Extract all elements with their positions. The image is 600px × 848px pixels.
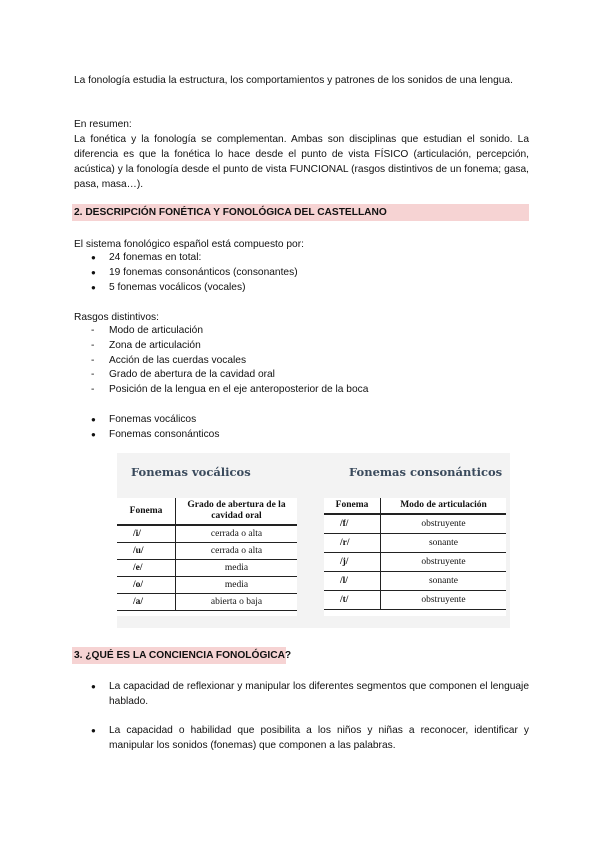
- summary-label: En resumen:: [74, 119, 132, 130]
- summary-text: La fonética y la fonología se complementan. Ambas son disciplinas que estudian el sonido. La diferencia es que la fonética lo hace desde el punto de vista FÍSICO (articulación, percepción, acústica) y la fonología desde el punto de vista FUNCIONAL (rasgos distintivos de un fonema; gasa, pasa, masa…).: [74, 134, 529, 190]
- bullet-icon: ●: [91, 282, 96, 292]
- vowel-table: [117, 498, 297, 611]
- consonant-col-modo: Modo de articulación: [381, 498, 507, 514]
- table-row: /r/ sonante: [324, 534, 506, 553]
- system-intro: El sistema fonológico español está compuesto por:: [74, 239, 304, 250]
- section2-heading: 2. DESCRIPCIÓN FONÉTICA Y FONOLÓGICA DEL CASTELLANO: [74, 207, 387, 218]
- bullet-icon: ●: [91, 726, 96, 735]
- section3-list: [74, 679, 529, 753]
- table-row: /i/ cerrada o alta: [117, 525, 297, 543]
- table-row: /j/ obstruyente: [324, 553, 506, 572]
- bullet-icon: ●: [91, 267, 96, 277]
- features-label: Rasgos distintivos:: [74, 312, 159, 323]
- list-item: ● La capacidad o habilidad que posibilita a los niños y niñas a reconocer, identificar y manipular los sonidos (fonemas) que componen a las palabras.: [91, 725, 529, 751]
- bullet-icon: ●: [91, 682, 96, 691]
- bullet-icon: ●: [91, 253, 96, 262]
- document-page: La fonología estudia la estructura, los comportamientos y patrones de los sonidos de una lengua. En resumen: La fonética y la fonología se complementan. Ambas son disciplinas que estudian el sonido. La diferencia es que la fonética lo hace desde el punto de vista FÍSICO (articulación, percepción, acústica) y la fonología desde el punto de vista FUNCIONAL (rasgos distintivos de un fonema; gasa, pasa, masa…). 2. DESCRIPCIÓN FONÉTICA Y FONOLÓGICA DEL CASTELLANO El sistema fonológico español está compuesto por: ● 24 fonemas en total: ● 19 fonemas consonánticos (consonantes) ● 5 fonemas vocálicos (vocales) Rasgos distintivos: - Modo de articulación - Zona de articulación - Acción de las cuerdas vocales - Grado de abertura de la cavidad oral - Posición de la lengua en el eje anteroposterior de la boca ● Fonemas vocálicos ● Fonemas consonánticos Fonemas vocálicos Fonema Grado de abertura de la cavidad oral /i/ cerrada o alta /u/ cerrada o alta /e/ media /o/ media /a/ abierta o baja Fonemas consonánticos Fonema Modo de articulación /f/ obstruyente /r/ sonante /j/ obstruyente /l/ sonante /t/ obstruyente 3. ¿QUÉ ES LA CONCIENCIA FONOLÓGICA? ● La capacidad de reflexionar y manipular los diferentes segmentos que componen el lenguaje hablado. ● La capacidad o habilidad que posibilita a los niños y niñas a reconocer, identificar y manipular los sonidos (fonemas) que componen a las palabras.: [74, 75, 529, 751]
- dash-icon: -: [91, 325, 95, 336]
- vowel-col-abertura: Grado de abertura de la cavidad oral: [176, 498, 298, 525]
- dash-icon: -: [91, 384, 95, 396]
- dash-icon: -: [91, 354, 95, 366]
- table-row: /a/ abierta o baja: [117, 594, 297, 611]
- list-item: ● La capacidad de reflexionar y manipular los diferentes segmentos que componen el lenguaje hablado.: [91, 681, 529, 707]
- vowel-table-box: [117, 498, 297, 616]
- intro-definition: La fonología estudia la estructura, los comportamientos y patrones de los sonidos de una lengua.: [74, 75, 513, 86]
- table-row: /u/ cerrada o alta: [117, 543, 297, 560]
- phoneme-tables-figure: [117, 453, 510, 628]
- table-row: /l/ sonante: [324, 572, 506, 591]
- table-row: /f/ obstruyente: [324, 514, 506, 534]
- table-row: /e/ media: [117, 560, 297, 577]
- bullet-icon: ●: [91, 415, 96, 424]
- section3-heading: 3. ¿QUÉ ES LA CONCIENCIA FONOLÓGICA?: [74, 650, 292, 661]
- vowel-col-fonema: Fonema: [117, 498, 176, 525]
- consonant-table-box: [324, 498, 506, 616]
- consonant-col-fonema: Fonema: [324, 498, 381, 514]
- consonant-table: [324, 498, 506, 610]
- table-row: /t/ obstruyente: [324, 591, 506, 610]
- table-row: /o/ media: [117, 577, 297, 594]
- vowel-table-title: Fonemas vocálicos: [131, 465, 251, 479]
- dash-icon: -: [91, 339, 95, 351]
- bullet-icon: ●: [91, 429, 96, 439]
- dash-icon: -: [91, 369, 95, 381]
- consonant-table-title: Fonemas consonánticos: [349, 465, 503, 479]
